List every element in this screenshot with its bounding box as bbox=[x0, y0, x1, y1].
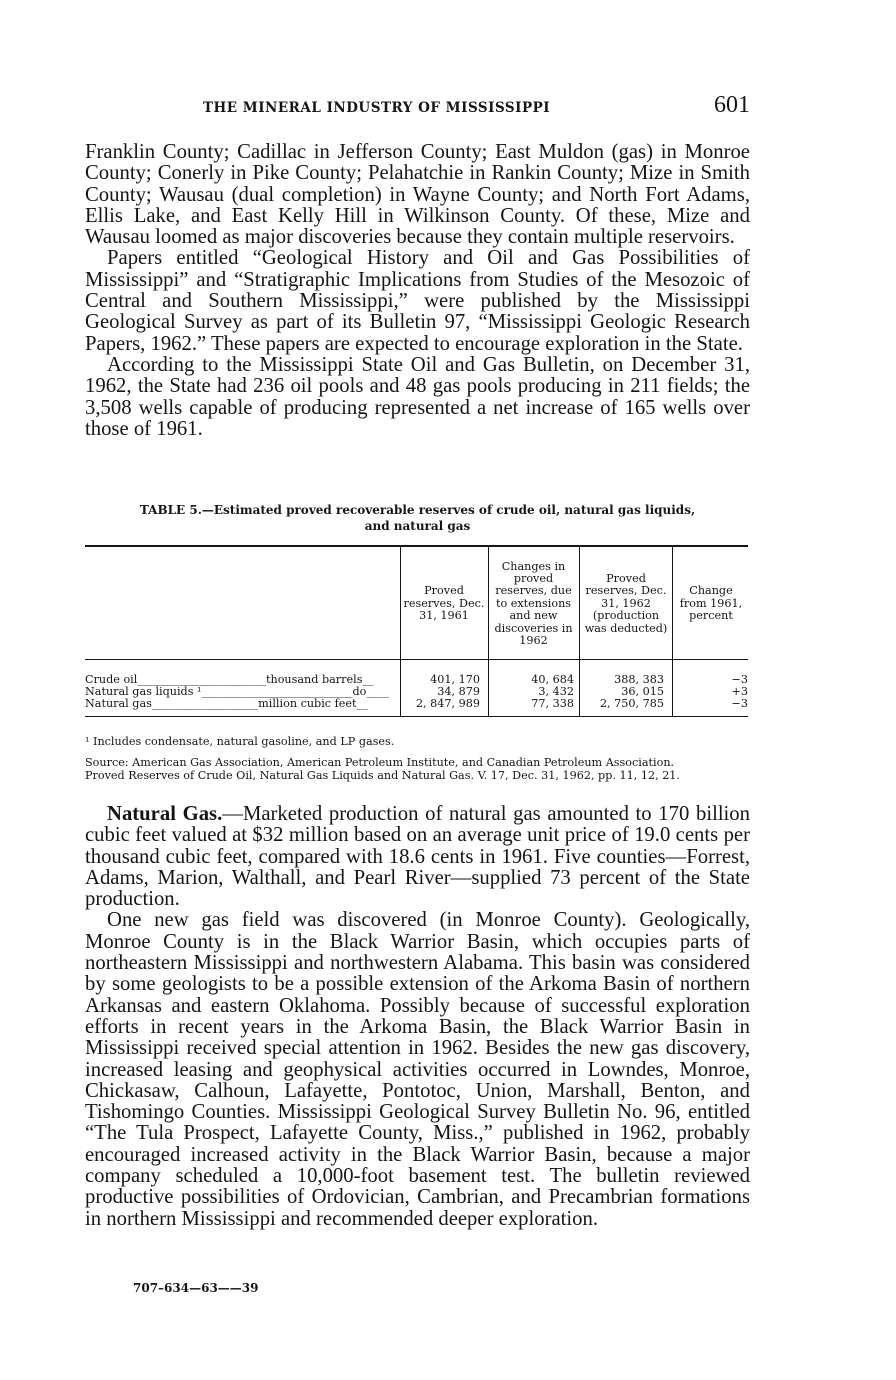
column-header-changes-1962: Changes in proved reserves, due to extensions and new discoveries in 1962 bbox=[494, 559, 573, 648]
cell-value: 77, 338 bbox=[531, 697, 574, 710]
table-source bbox=[85, 756, 750, 782]
column-header-proved-1961: Proved reserves, Dec. 31, 1961 bbox=[403, 584, 485, 623]
cell-value: −3 bbox=[731, 697, 748, 710]
running-head: THE MINERAL INDUSTRY OF MISSISSIPPI bbox=[203, 100, 551, 116]
paragraph-bulletin-stats: According to the Mississippi State Oil and Gas Bulletin, on December 31, 1962, the State had 236 oil pools and 48 gas pools producing in 211 fields; the 3,508 wells capable of producing represented a net increase of 165 wells over those of 1961. bbox=[85, 353, 750, 440]
natural-gas-text: —Marketed production of natural gas amounted to 170 billion cubic feet valued at $32 million based on an average unit price of 19.0 cents per thousand cubic feet, compared with 18.6 cents in 1961. Five counties—Forrest, Adams, Marion, Walthall, and Pearl River—supplied 73 percent of the State production. bbox=[85, 803, 750, 911]
column-header-percent-change: Change from 1961, percent bbox=[679, 584, 743, 623]
row-label: Natural gas liquids ¹___________________________do____ bbox=[85, 685, 389, 698]
cell-value: 401, 170 bbox=[430, 673, 480, 686]
table-header-rule bbox=[85, 659, 748, 660]
source-line-2: Proved Reserves of Crude Oil, Natural Gas Liquids and Natural Gas. V. 17, Dec. 31, 1962, pp. 11, 12, 21. bbox=[85, 769, 680, 782]
page-number: 601 bbox=[714, 92, 750, 118]
cell-value: +3 bbox=[731, 685, 748, 698]
cell-value: 36, 015 bbox=[621, 685, 664, 698]
cell-value: 40, 684 bbox=[531, 673, 574, 686]
table-top-rule bbox=[85, 545, 748, 547]
page-header bbox=[85, 92, 750, 124]
cell-value: 388, 383 bbox=[614, 673, 664, 686]
cell-value: 2, 750, 785 bbox=[599, 697, 664, 710]
section-heading-natural-gas: Natural Gas. bbox=[107, 803, 223, 825]
cell-value: 34, 879 bbox=[437, 685, 480, 698]
body-text-top bbox=[85, 142, 750, 440]
row-label: Crude oil_______________________thousand barrels__ bbox=[85, 673, 374, 686]
table-footnote: ¹ Includes condensate, natural gasoline, and LP gases. bbox=[85, 735, 395, 748]
table-bottom-rule bbox=[85, 716, 748, 717]
cell-value: −3 bbox=[731, 673, 748, 686]
paragraph-continued: Franklin County; Cadillac in Jefferson County; East Muldon (gas) in Monroe County; Conerly in Pike County; Pelahatchie in Rankin County; Mize in Smith County; Wausau (dual completion) in Wayne County; and North Fort Adams, Ellis Lake, and East Kelly Hill in Wilkinson County. Of these, Mize and Wausau loomed as major discoveries because they contain multiple reservoirs. bbox=[85, 141, 750, 249]
source-line-1: Source: American Gas Association, American Petroleum Institute, and Canadian Petroleum Association. bbox=[85, 756, 675, 769]
printer-imprint: 707–634—63——39 bbox=[133, 1281, 259, 1295]
cell-value: 2, 847, 989 bbox=[415, 697, 480, 710]
table-caption bbox=[85, 502, 750, 534]
paragraph-natural-gas bbox=[85, 804, 750, 910]
row-label: Natural gas___________________million cubic feet__ bbox=[85, 697, 368, 710]
table-caption-line-2: and natural gas bbox=[364, 519, 471, 533]
cell-value: 3, 432 bbox=[538, 685, 574, 698]
table-row bbox=[85, 697, 748, 710]
body-text-natural-gas bbox=[85, 804, 750, 1230]
column-header-proved-1962: Proved reserves, Dec. 31, 1962 (production was deducted) bbox=[584, 571, 668, 635]
paragraph-black-warrior-basin: One new gas field was discovered (in Monroe County). Geologically, Monroe County is in the Black Warrior Basin, which occupies parts of northeastern Mississippi and northwestern Alabama. This basin was considered by some geologists to be a possible extension of the Arkoma Basin of northern Arkansas and eastern Oklahoma. Possibly because of successful exploration efforts in recent years in the Arkoma Basin, the Black Warrior Basin in Mississippi received special attention in 1962. Besides the new gas discovery, increased leasing and geophysical activities occurred in Lowndes, Monroe, Chickasaw, Calhoun, Lafayette, Pontotoc, Union, Marshall, Benton, and Tishomingo Counties. Mississippi Geological Survey Bulletin No. 96, entitled “The Tula Prospect, Lafayette County, Miss.,” published in 1962, probably encouraged increased activity in the Black Warrior Basin, because a major company scheduled a 10,000-foot basement test. The bulletin reviewed productive possibilities of Ordovician, Cambrian, and Precambrian formations in northern Mississippi and recommended deeper exploration. bbox=[85, 909, 750, 1230]
paragraph-papers: Papers entitled “Geological History and Oil and Gas Possibilities of Mississippi” and “Stratigraphic Implications from Studies of the Mesozoic of Central and Southern Mississippi,” were published by the Mississippi Geological Survey as part of its Bulletin 97, “Mississippi Geologic Research Papers, 1962.” These papers are expected to encourage exploration in the State. bbox=[85, 247, 750, 355]
table-caption-line-1: TABLE 5.—Estimated proved recoverable reserves of crude oil, natural gas liquids, bbox=[139, 503, 696, 517]
